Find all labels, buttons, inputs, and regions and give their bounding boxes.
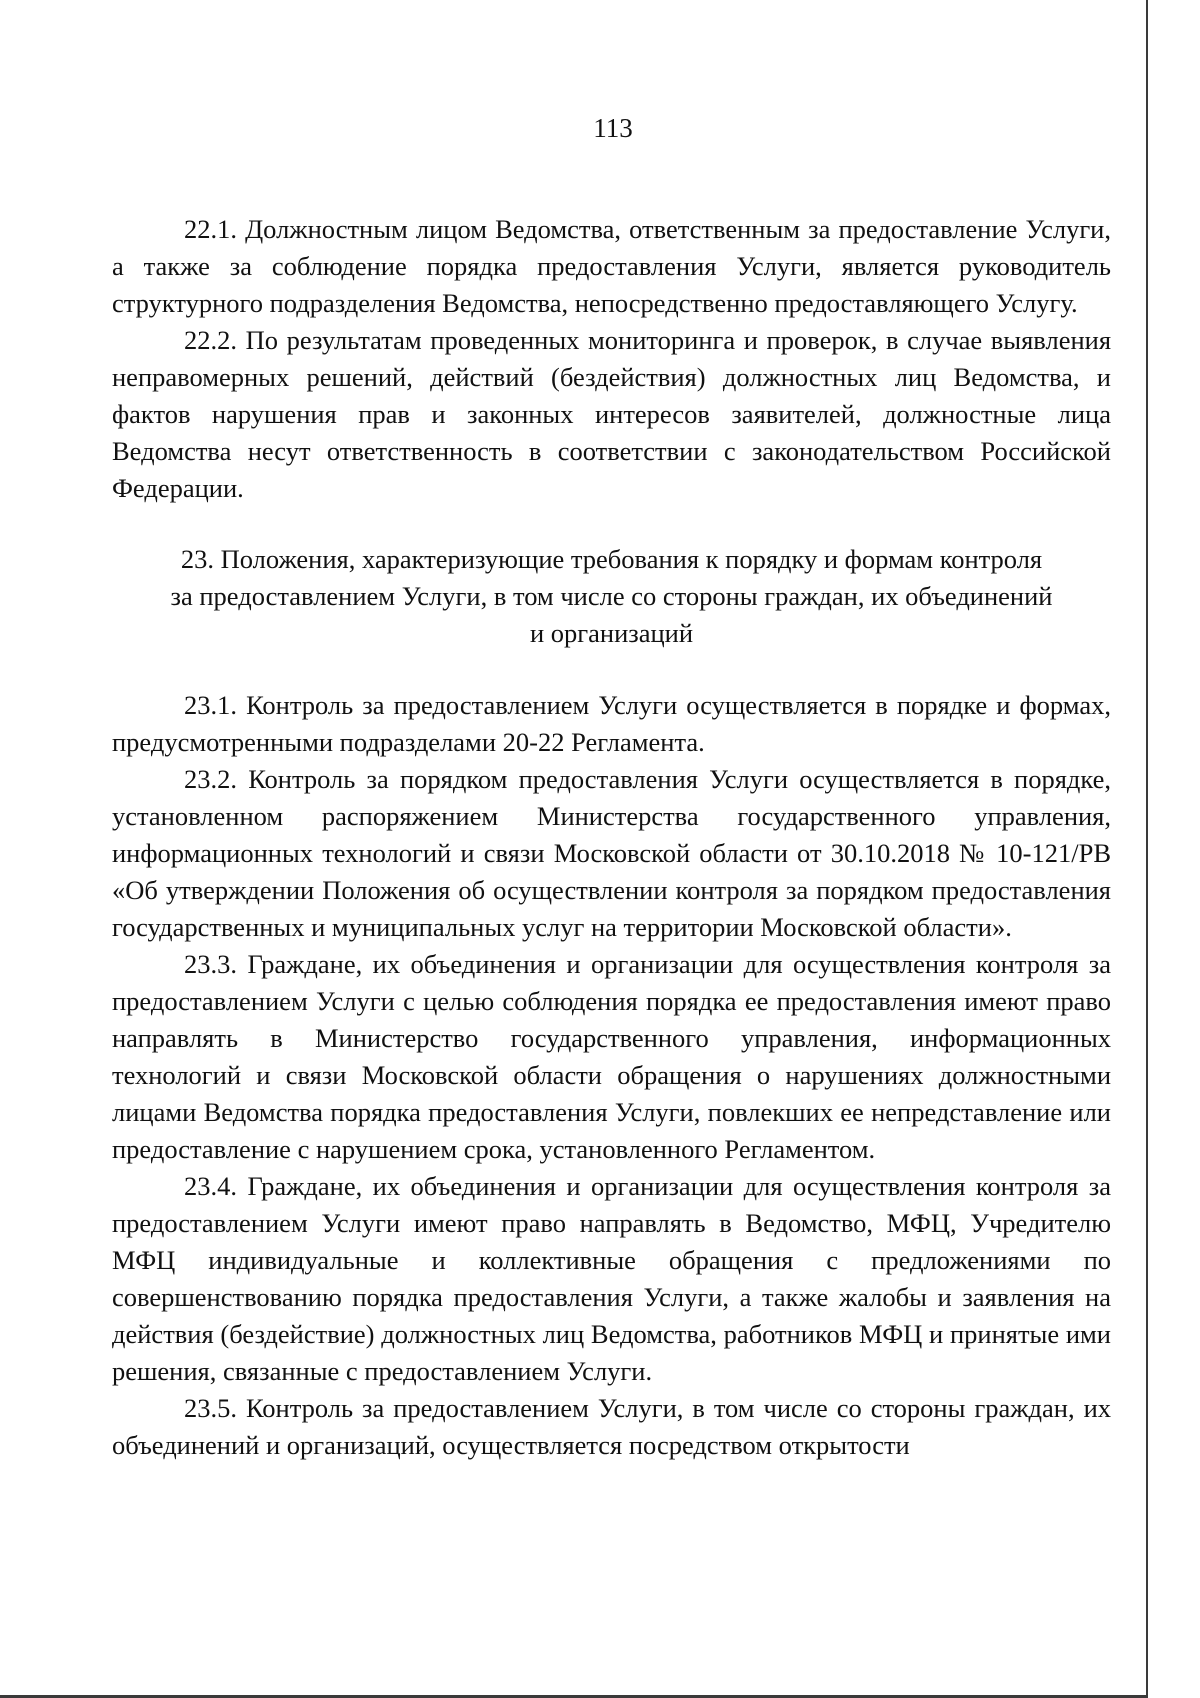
paragraph-23-5 xyxy=(112,1390,1111,1464)
paragraph-text: Контроль за порядком предоставления Услуги осуществляется в порядке, установленном распоряжением Министерства государственного управления, информационных технологий и связи Московской области от 30.10.2018 № 10-121/РВ «Об утверждении Положения об осуществлении контроля за порядком предоставления государственных и муниципальных услуг на территории Московской области». xyxy=(112,764,1111,942)
document-body xyxy=(112,211,1111,1464)
paragraph-number: 23.2. xyxy=(184,764,237,794)
paragraph-number: 23.4. xyxy=(184,1171,237,1201)
paragraph-23-4 xyxy=(112,1168,1111,1390)
paragraph-23-3 xyxy=(112,946,1111,1168)
paragraph-number: 23.5. xyxy=(184,1393,237,1423)
paragraph-text: Контроль за предоставлением Услуги осуществляется в порядке и формах, предусмотренными подразделами 20-22 Регламента. xyxy=(112,690,1112,757)
section-heading-line: 23. Положения, характеризующие требования к порядку и формам контроля xyxy=(180,544,1043,574)
paragraph-text: Должностным лицом Ведомства, ответственным за предоставление Услуги, а также за соблюдение порядка предоставления Услуги, является руководитель структурного подразделения Ведомства, непосредственно предоставляющего Услугу. xyxy=(112,214,1111,318)
scan-edge-right xyxy=(1146,0,1148,1698)
paragraph-22-1 xyxy=(112,211,1111,322)
section-heading-line: за предоставлением Услуги, в том числе со стороны граждан, их объединений xyxy=(170,581,1053,611)
section-heading-line: и организаций xyxy=(529,618,694,648)
page-number: 113 xyxy=(593,113,633,143)
paragraph-text: Граждане, их объединения и организации для осуществления контроля за предоставлением Услуги имеют право направлять в Ведомство, МФЦ, Учредителю МФЦ индивидуальные и коллективные обращения с предложениями по совершенствованию порядка предоставления Услуги, а также жалобы и заявления на действия (бездействие) должностных лиц Ведомства, работников МФЦ и принятые ими решения, связанные с предоставлением Услуги. xyxy=(112,1171,1111,1386)
paragraph-text: По результатам проведенных мониторинга и проверок, в случае выявления неправомерных решений, действий (бездействия) должностных лиц Ведомства, и фактов нарушения прав и законных интересов заявителей, должностные лица Ведомства несут ответственность в соответствии с законодательством Российской Федерации. xyxy=(112,325,1112,503)
paragraph-22-2 xyxy=(112,322,1111,507)
paragraph-number: 23.3. xyxy=(184,949,237,979)
section-heading-23 xyxy=(112,541,1111,652)
paragraph-23-2 xyxy=(112,761,1111,946)
paragraph-number: 23.1. xyxy=(184,690,237,720)
paragraph-text: Граждане, их объединения и организации для осуществления контроля за предоставлением Услуги с целью соблюдения порядка ее предоставления имеют право направлять в Министерство государственного управления, информационных технологий и связи Московской области обращения о нарушениях должностными лицами Ведомства порядка предоставления Услуги, повлекших ее непредставление или предоставление с нарушением срока, установленного Регламентом. xyxy=(112,949,1111,1164)
paragraph-number: 22.2. xyxy=(184,325,237,355)
paragraph-23-1 xyxy=(112,687,1111,761)
paragraph-number: 22.1. xyxy=(184,214,237,244)
paragraph-text: Контроль за предоставлением Услуги, в том числе со стороны граждан, их объединений и организаций, осуществляется посредством открытости xyxy=(112,1393,1111,1460)
